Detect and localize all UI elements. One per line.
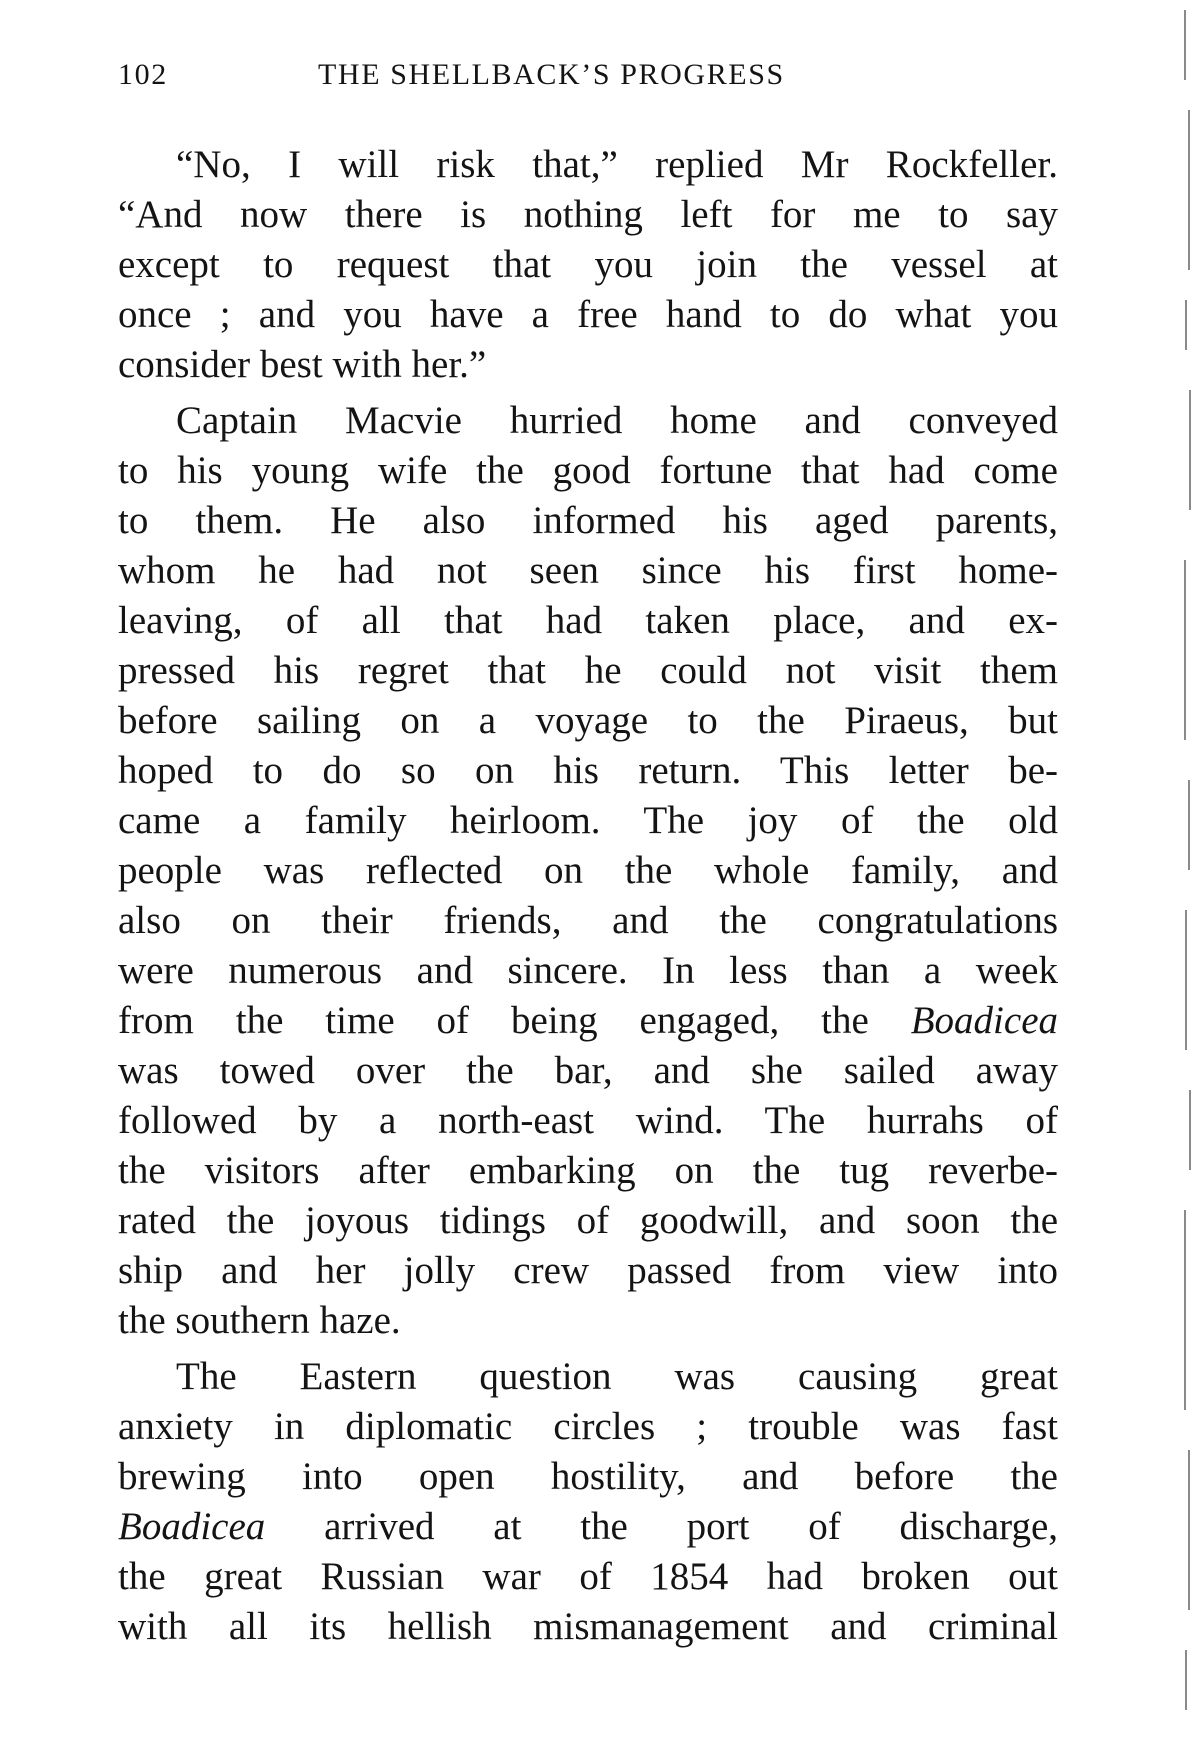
text-line: the great Russian war of 1854 had broken out bbox=[118, 1555, 1058, 1598]
text-line: before sailing on a voyage to the Piraeus, but bbox=[118, 699, 1058, 742]
text-segment: arrived at the port of discharge, bbox=[324, 1505, 1058, 1548]
body-text bbox=[118, 140, 1058, 1652]
text-line: were numerous and sincere. In less than a week bbox=[118, 949, 1058, 992]
text-line: the visitors after embarking on the tug reverbe- bbox=[118, 1149, 1058, 1192]
text-line: brewing into open hostility, and before the bbox=[118, 1455, 1058, 1498]
text-line: consider best with her.” bbox=[118, 343, 487, 386]
running-head bbox=[118, 58, 1058, 98]
text-line: the southern haze. bbox=[118, 1299, 401, 1342]
text-line: whom he had not seen since his first home- bbox=[118, 549, 1058, 592]
text-line: to them. He also informed his aged parents, bbox=[118, 499, 1058, 542]
text-line: “And now there is nothing left for me to say bbox=[118, 193, 1058, 236]
page-edge-speckles bbox=[1178, 0, 1198, 1750]
text-line: rated the joyous tidings of goodwill, and soon the bbox=[118, 1199, 1058, 1242]
text-line: hoped to do so on his return. This letter be- bbox=[118, 749, 1058, 792]
text-line: people was reflected on the whole family, and bbox=[118, 849, 1058, 892]
text-line: once ; and you have a free hand to do what you bbox=[118, 293, 1058, 336]
page-number: 102 bbox=[118, 58, 168, 91]
ship-name: Boadicea bbox=[910, 999, 1058, 1042]
text-line: Captain Macvie hurried home and conveyed bbox=[176, 399, 1058, 442]
text-line: also on their friends, and the congratulations bbox=[118, 899, 1058, 942]
text-line: was towed over the bar, and she sailed away bbox=[118, 1049, 1058, 1092]
text-line: except to request that you join the vessel at bbox=[118, 243, 1058, 286]
text-line: ship and her jolly crew passed from view into bbox=[118, 1249, 1058, 1292]
text-line: The Eastern question was causing great bbox=[176, 1355, 1058, 1398]
text-line: with all its hellish mismanagement and criminal bbox=[118, 1605, 1058, 1648]
text-line: anxiety in diplomatic circles ; trouble was fast bbox=[118, 1405, 1058, 1448]
text-line: pressed his regret that he could not visit them bbox=[118, 649, 1058, 692]
text-line bbox=[118, 996, 1058, 1046]
text-line: leaving, of all that had taken place, and ex- bbox=[118, 599, 1058, 642]
text-line: “No, I will risk that,” replied Mr Rockfeller. bbox=[176, 143, 1058, 186]
running-title: THE SHELLBACK’S PROGRESS bbox=[318, 58, 785, 91]
text-line bbox=[118, 1502, 1058, 1552]
text-segment: from the time of being engaged, the bbox=[118, 999, 869, 1042]
text-line: followed by a north-east wind. The hurrahs of bbox=[118, 1099, 1058, 1142]
text-line: came a family heirloom. The joy of the old bbox=[118, 799, 1058, 842]
ship-name: Boadicea bbox=[118, 1505, 266, 1548]
text-line: to his young wife the good fortune that had come bbox=[118, 449, 1058, 492]
